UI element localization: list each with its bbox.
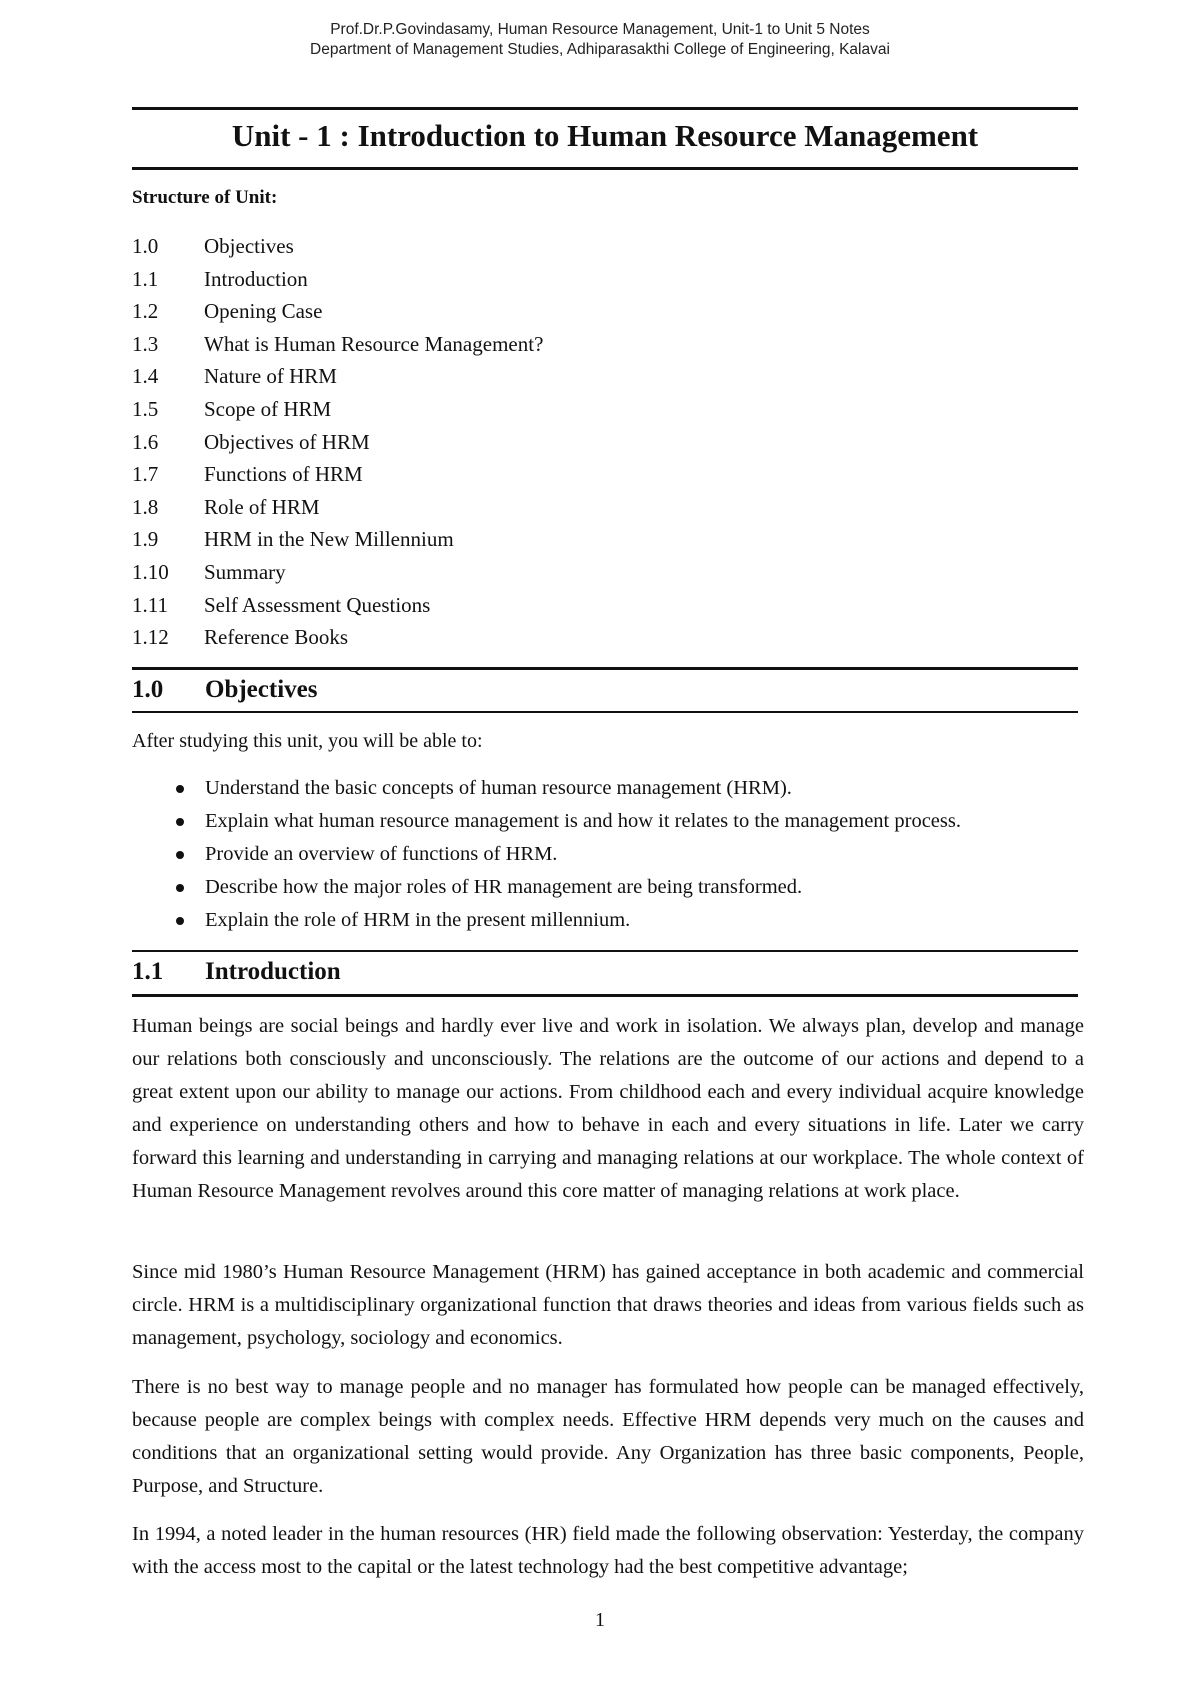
structure-item (132, 230, 543, 263)
objective-text: Describe how the major roles of HR management are being transformed. (205, 876, 803, 898)
title-bottom-rule (132, 167, 1078, 170)
introduction-paragraph: There is no best way to manage people and no manager has formulated how people can be managed effectively, because people are complex beings with complex needs. Effective HRM depends very much on the causes and conditions that an organizational setting would provide. Any Organization has three basic components, People, Purpose, and Structure. (132, 1376, 1084, 1497)
structure-item (132, 295, 543, 328)
objective-text: Understand the basic concepts of human resource management (HRM). (205, 777, 792, 799)
objective-text: Explain the role of HRM in the present millennium. (205, 909, 631, 931)
structure-item (132, 556, 543, 589)
structure-item-label: Scope of HRM (204, 396, 332, 421)
objective-text: Provide an overview of functions of HRM. (205, 843, 558, 865)
structure-label: Structure of Unit: (132, 187, 278, 208)
objective-item (176, 772, 961, 805)
introduction-paragraph: In 1994, a noted leader in the human resources (HR) field made the following observation: Yesterday, the company with the access most to the capital or the latest technology had the best competitive advantage; (132, 1523, 1084, 1578)
structure-list (132, 230, 543, 654)
structure-item (132, 328, 543, 361)
structure-item-number: 1.12 (132, 625, 169, 650)
objectives-intro: After studying this unit, you will be able to: (132, 730, 483, 752)
introduction-bottom-rule (132, 994, 1078, 997)
objective-item (176, 805, 961, 838)
structure-item (132, 458, 543, 491)
structure-item-label: Introduction (204, 266, 308, 291)
structure-item (132, 426, 543, 459)
structure-item-number: 1.10 (132, 559, 169, 584)
structure-item (132, 589, 543, 622)
structure-item (132, 491, 543, 524)
structure-item-label: Summary (204, 559, 286, 584)
structure-item (132, 621, 543, 654)
structure-item-label: Self Assessment Questions (204, 592, 431, 617)
structure-item-number: 1.1 (132, 266, 159, 291)
objectives-top-rule (132, 667, 1078, 670)
objectives-heading (132, 674, 317, 706)
objective-item (176, 871, 961, 904)
structure-item-label: Objectives of HRM (204, 429, 370, 454)
structure-item-number: 1.0 (132, 234, 159, 258)
bullet-icon (176, 917, 184, 925)
introduction-heading (132, 956, 341, 988)
structure-item-label: HRM in the New Millennium (204, 527, 454, 552)
structure-item-number: 1.7 (132, 462, 159, 487)
structure-item (132, 263, 543, 296)
objective-item (176, 838, 961, 871)
introduction-heading-title: Introduction (205, 958, 341, 985)
structure-item-number: 1.9 (132, 527, 159, 552)
structure-item-label: What is Human Resource Management? (204, 331, 544, 356)
page-header (0, 20, 1200, 60)
objectives-list (176, 772, 961, 937)
structure-item-number: 1.2 (132, 299, 159, 324)
structure-item-label: Nature of HRM (204, 364, 337, 389)
unit-title: Unit - 1 : Introduction to Human Resource Management (231, 118, 979, 153)
objectives-bottom-rule (132, 711, 1078, 713)
structure-item-number: 1.5 (132, 396, 159, 421)
introduction-top-rule (132, 950, 1078, 952)
bullet-icon (176, 851, 184, 859)
structure-item (132, 360, 543, 393)
introduction-heading-number: 1.1 (132, 958, 164, 985)
structure-item-number: 1.6 (132, 429, 159, 454)
objective-item (176, 904, 961, 937)
objectives-heading-title: Objectives (205, 676, 318, 703)
bullet-icon (176, 785, 184, 793)
objective-text: Explain what human resource management is and how it relates to the management process. (205, 810, 961, 832)
structure-item-number: 1.8 (132, 494, 159, 519)
header-department-line: Department of Management Studies, Adhiparasakthi College of Engineering, Kalavai (310, 41, 890, 58)
introduction-paragraph: Human beings are social beings and hardly ever live and work in isolation. We always plan, develop and manage our relations both consciously and unconsciously. The relations are the outcome of our actions and depend to a great extent upon our ability to manage our actions. From childhood each and every individual acquire knowledge and experience on understanding others and how to behave in each and every situations in life. Later we carry forward this learning and understanding in carrying and managing relations at our workplace. The whole context of Human Resource Management revolves around this core matter of managing relations at work place. (132, 1015, 1084, 1202)
structure-item-number: 1.4 (132, 364, 159, 389)
structure-item-label: Functions of HRM (204, 462, 363, 487)
structure-item (132, 523, 543, 556)
structure-item-number: 1.3 (132, 331, 159, 356)
bullet-icon (176, 818, 184, 826)
bullet-icon (176, 884, 184, 892)
structure-item-number: 1.11 (132, 592, 168, 617)
objectives-heading-number: 1.0 (132, 676, 164, 703)
structure-item-label: Objectives (204, 234, 294, 258)
structure-item-label: Opening Case (204, 299, 323, 324)
title-top-rule (132, 107, 1078, 110)
structure-item (132, 393, 543, 426)
page-number: 1 (595, 1609, 605, 1631)
structure-item-label: Reference Books (204, 625, 349, 650)
structure-item-label: Role of HRM (204, 494, 320, 519)
introduction-paragraph: Since mid 1980’s Human Resource Management (HRM) has gained acceptance in both academic and commercial circle. HRM is a multidisciplinary organizational function that draws theories and ideas from various fields such as management, psychology, sociology and economics. (132, 1261, 1084, 1349)
header-author-line: Prof.Dr.P.Govindasamy, Human Resource Management, Unit-1 to Unit 5 Notes (330, 21, 870, 38)
